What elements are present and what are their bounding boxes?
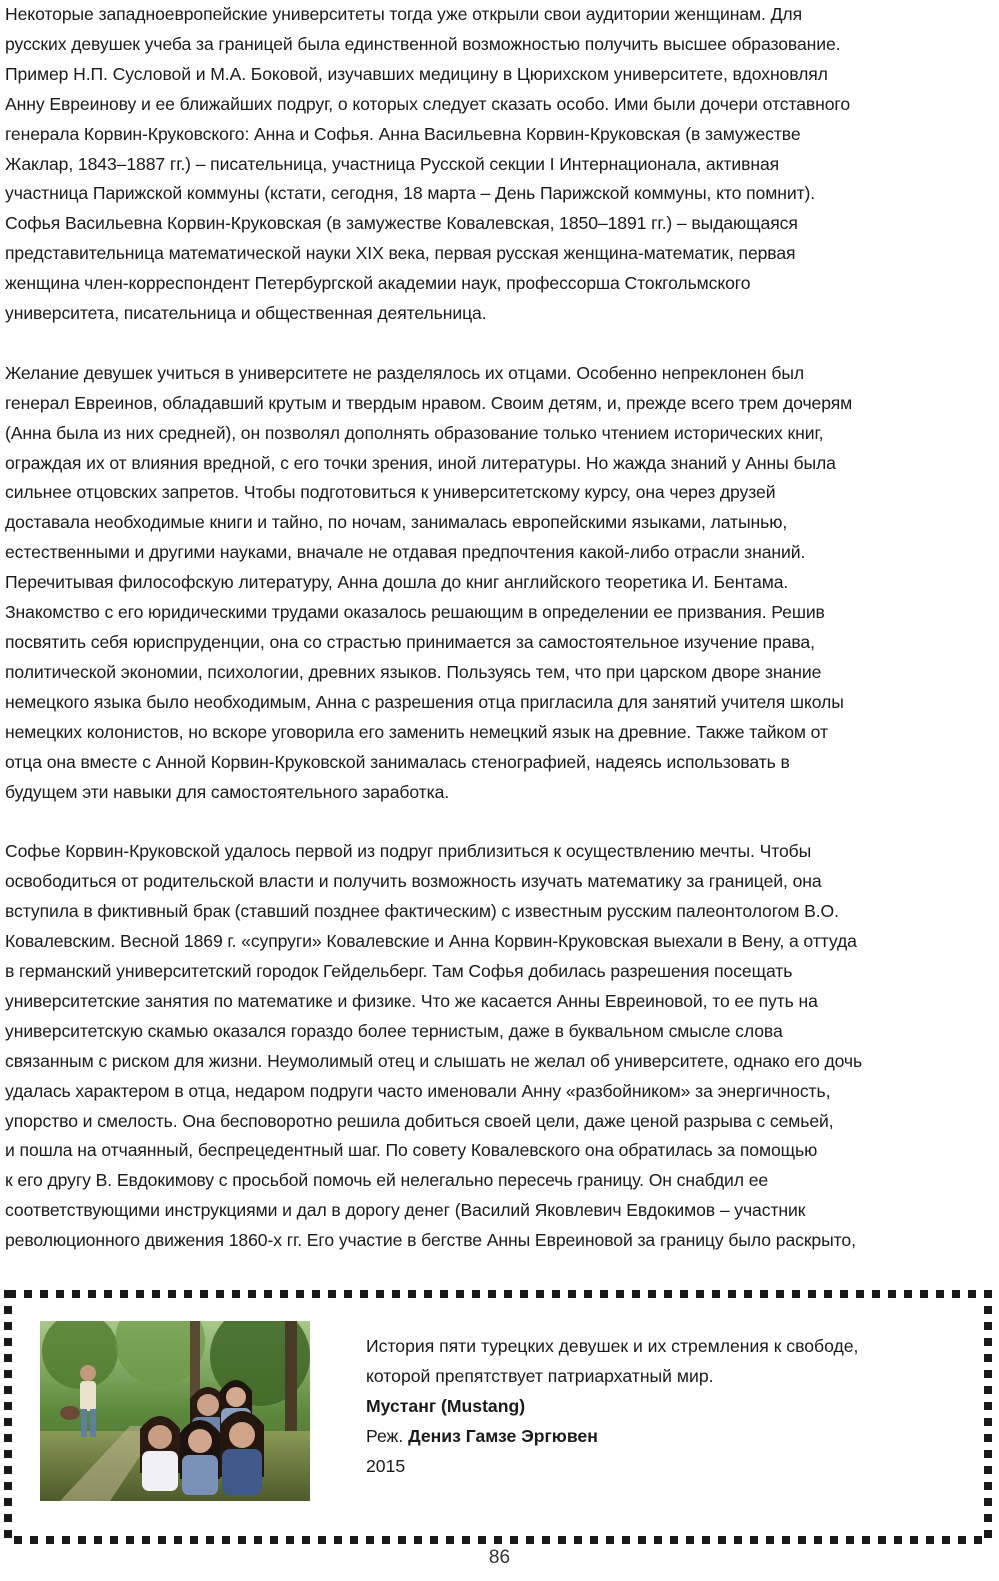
- text-line: женщина член-корреспондент Петербургской академии наук, профессорша Стокгольмского: [5, 273, 751, 294]
- article-text: [5, 0, 995, 1256]
- film-recommendation-box: [4, 1290, 992, 1544]
- text-line: Знакомство с его юридическими трудами оказалось решающим в определении ее призвания. Решив: [5, 602, 825, 623]
- text-line: доставала необходимые книги и тайно, по ночам, занималась европейскими языками, латынью,: [5, 512, 788, 533]
- text-line: соответствующими инструкциями и дал в дорогу денег (Василий Яковлевич Евдокимов – участник: [5, 1200, 806, 1221]
- text-line: и пошла на отчаянный, беспрецедентный шаг. По совету Ковалевского она обратилась за помощью: [5, 1140, 818, 1161]
- text-line: связанным с риском для жизни. Неумолимый отец и слышать не желал об университете, однако его дочь: [5, 1050, 863, 1071]
- text-line: университетскую скамью оказался гораздо более тернистым, даже в буквальном смысле слова: [5, 1020, 783, 1041]
- text-line: Некоторые западноевропейские университеты тогда уже открыли свои аудитории женщинам. Для: [5, 4, 803, 24]
- text-line: будущем эти навыки для самостоятельного заработка.: [5, 781, 450, 802]
- film-director: [366, 1422, 966, 1452]
- text-line: университетские занятия по математике и физике. Что же касается Анны Евреиновой, то ее путь на: [5, 990, 818, 1011]
- page-number: 86: [488, 1547, 511, 1568]
- paragraph-gap: [5, 329, 995, 359]
- text-line: Жаклар, 1843–1887 гг.) – писательница, участница Русской секции I Интернационала, активная: [5, 153, 780, 174]
- text-line: русских девушек учеба за границей была единственной возможностью получить высшее образование.: [5, 33, 841, 54]
- text-line: представительница математической науки XIX века, первая русская женщина-математик, первая: [5, 243, 796, 264]
- film-description-line: История пяти турецких девушек и их стремления к свободе,: [366, 1336, 859, 1356]
- text-line: вступила в фиктивный брак (ставший позднее фактическим) с известным русским палеонтологом В.О.: [5, 901, 839, 922]
- text-line: удалась характером в отца, недаром подруги часто именовали Анну «разбойником» за энергичность,: [5, 1080, 831, 1101]
- text-line: отца она вместе с Анной Корвин-Круковской занималась стенографией, надеясь использовать в: [5, 751, 790, 772]
- director-prefix: Реж.: [366, 1425, 404, 1446]
- text-line: университета, писательница и общественная деятельница.: [5, 303, 487, 324]
- text-line: Софье Корвин-Круковской удалось первой из подруг приблизиться к осуществлению мечты. Чтобы: [5, 841, 812, 862]
- text-line: политической экономии, психологии, древних языков. Пользуясь тем, что при царском дворе знание: [5, 661, 822, 682]
- text-line: естественными и другими науками, вначале не отдавая предпочтения какой-либо отрасли знаний.: [5, 542, 806, 563]
- text-line: генерал Евреинов, обладавший крутым и твердым нравом. Своим детям, и, прежде всего трем дочерям: [5, 392, 853, 413]
- text-line: (Анна была из них средней), он позволял дополнять образование только чтением исторических книг,: [5, 422, 824, 443]
- paragraph-1: [5, 0, 995, 329]
- text-line: сильнее отцовских запретов. Чтобы подготовиться к университетскому курсу, она через друзей: [5, 482, 776, 503]
- paragraph-2: [5, 359, 995, 808]
- film-still-illustration: [40, 1321, 310, 1501]
- text-line: Ковалевским. Весной 1869 г. «супруги» Ковалевские и Анна Корвин-Круковская выехали в Вену, а оттуда: [5, 931, 857, 952]
- text-line: в германский университетский городок Гейдельберг. Там Софья добилась разрешения посещать: [5, 960, 793, 981]
- text-line: посвятить себя юриспруденции, она со страстью принимается за самостоятельное изучение права,: [5, 632, 815, 653]
- text-line: Перечитывая философскую литературу, Анна дошла до книг английского теоретика И. Бентама.: [5, 572, 789, 593]
- text-line: упорство и смелость. Она бесповоротно решила добиться своей цели, даже ценой разрыва с семьей,: [5, 1110, 834, 1131]
- paragraph-3: [5, 837, 995, 1256]
- text-line: к его другу В. Евдокимову с просьбой помочь ей нелегально пересечь границу. Он снабдил ее: [5, 1170, 769, 1191]
- text-line: Пример Н.П. Сусловой и М.А. Боковой, изучавших медицину в Цюрихском университете, вдохновлял: [5, 63, 828, 84]
- film-year: 2015: [366, 1455, 406, 1476]
- text-line: революционного движения 1860-х гг. Его участие в бегстве Анны Евреиновой за границу было раскрыто,: [5, 1230, 856, 1251]
- director-name: Дениз Гамзе Эргювен: [408, 1425, 598, 1446]
- text-line: Софья Васильевна Корвин-Круковская (в замужестве Ковалевская, 1850–1891 гг.) – выдающаяся: [5, 213, 798, 234]
- text-line: освободиться от родительской власти и получить возможность изучать математику за границей, она: [5, 871, 822, 892]
- text-line: немецких колонистов, но вскоре уговорила его заменить немецкий язык на древние. Также тайком от: [5, 721, 828, 742]
- paragraph-gap: [5, 807, 995, 837]
- text-line: генерала Корвин-Круковского: Анна и Софья. Анна Васильевна Корвин-Круковская (в замужестве: [5, 123, 801, 144]
- text-line: немецкого языка было необходимым, Анна с разрешения отца пригласила для занятий учителя школы: [5, 691, 844, 712]
- film-still-photo: [40, 1321, 310, 1501]
- text-line: ограждая их от влияния вредной, с его точки зрения, иной литературы. Но жажда знаний у Анны была: [5, 452, 836, 473]
- text-line: участница Парижской коммуны (кстати, сегодня, 18 марта – День Парижской коммуны, кто помнит).: [5, 183, 816, 204]
- film-description-line: которой препятствует патриархатный мир.: [366, 1365, 714, 1386]
- text-line: Желание девушек учиться в университете не разделялось их отцами. Особенно непреклонен был: [5, 362, 805, 383]
- text-line: Анну Евреинову и ее ближайших подруг, о которых следует сказать особо. Ими были дочери отставного: [5, 93, 851, 114]
- film-title: Мустанг (Mustang): [366, 1395, 526, 1416]
- film-info: [366, 1332, 966, 1482]
